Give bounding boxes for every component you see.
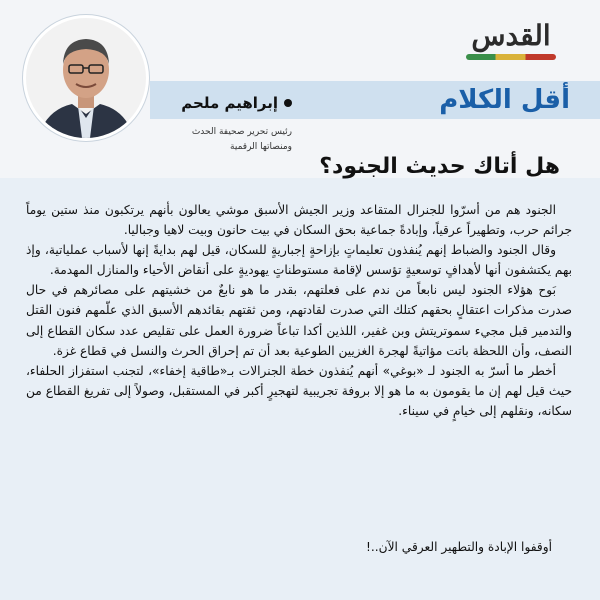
bullet-icon <box>284 99 292 107</box>
article-headline: هل أتاك حديث الجنود؟ <box>319 154 560 179</box>
author-role-line-1: رئيس تحرير صحيفة الحدث <box>191 127 292 137</box>
author-portrait-icon <box>26 18 146 138</box>
logo-text: القدس <box>471 19 551 52</box>
article-closing-line: أوقفوا الإبادة والتطهير العرقي الآن..! <box>366 540 552 554</box>
column-title: أقل الكلام <box>439 85 570 115</box>
author-role <box>162 125 292 155</box>
article-paragraph-1: الجنود هم من أسرّوا للجنرال المتقاعد وزير الجيش الأسبق موشي يعالون بأنهم يرتكبون منذ ستين يوماً جرائم حرب، وتطهيراً عرقياً، وإبادةً جماعية بحق السكان في بيت حانون وبيت لاهيا وجباليا. <box>26 203 572 238</box>
article-paragraph-2: وقال الجنود والضباط إنهم يُنفذون تعليماتٍ بإزاحةٍ إجباريةٍ للسكان، قيل لهم بدايةً إنها لأسباب عملياتية، وإذ بهم يكتشفون أنها لأهدافٍ توسعيةٍ تؤسس لإقامة مستوطناتٍ يهوديةٍ على أنقاض الأحياء والمنازل المهدمة. <box>26 243 572 278</box>
author-name-text: إبراهيم ملحم <box>181 94 278 112</box>
author-avatar <box>26 18 146 138</box>
article-body <box>26 200 572 421</box>
author-name <box>181 94 292 112</box>
article-paragraph-3: بَوح هؤلاء الجنود ليس نابعاً من ندم على فعلتهم، بقدر ما هو نابعٌ من خشيتهم على مصائرهم في حال صدرت مذكرات اعتقالٍ بحقهم كتلك التي صدرت لقادتهم، ومن ثقتهم بقائدهم الأسبق الذي علّمهم فنون القتل والتدمير قبل مجيء سموتريتش وبن غفير، اللذين أكدا تباعاً ضرورة العمل على تقليص عدد سكان القطاع إلى النصف، وأن اللحظة باتت مؤاتيةً لهجرة الغزيين الطوعية بعد أن تم إحراق الحرث والنسل في قطاع غزة. <box>26 283 572 358</box>
author-role-line-2: ومنصاتها الرقمية <box>230 142 292 152</box>
newspaper-logo <box>452 14 570 68</box>
article-paragraph-4: أخطر ما أسرّ به الجنود لـ «بوغي» أنهم يُنفذون خطة الجنرالات بـ«طاقية إخفاء»، لتجنب استفزاز الحلفاء، حيث قيل لهم إن ما يقومون به ما هو إلا بروفة تجريبية لتهجيرٍ أكبر في المستقبل، وصولاً إلى تفريغ القطاع من سكانه، ونقلهم إلى خيامٍ في سيناء. <box>26 363 572 418</box>
logo-stripe <box>466 54 556 60</box>
